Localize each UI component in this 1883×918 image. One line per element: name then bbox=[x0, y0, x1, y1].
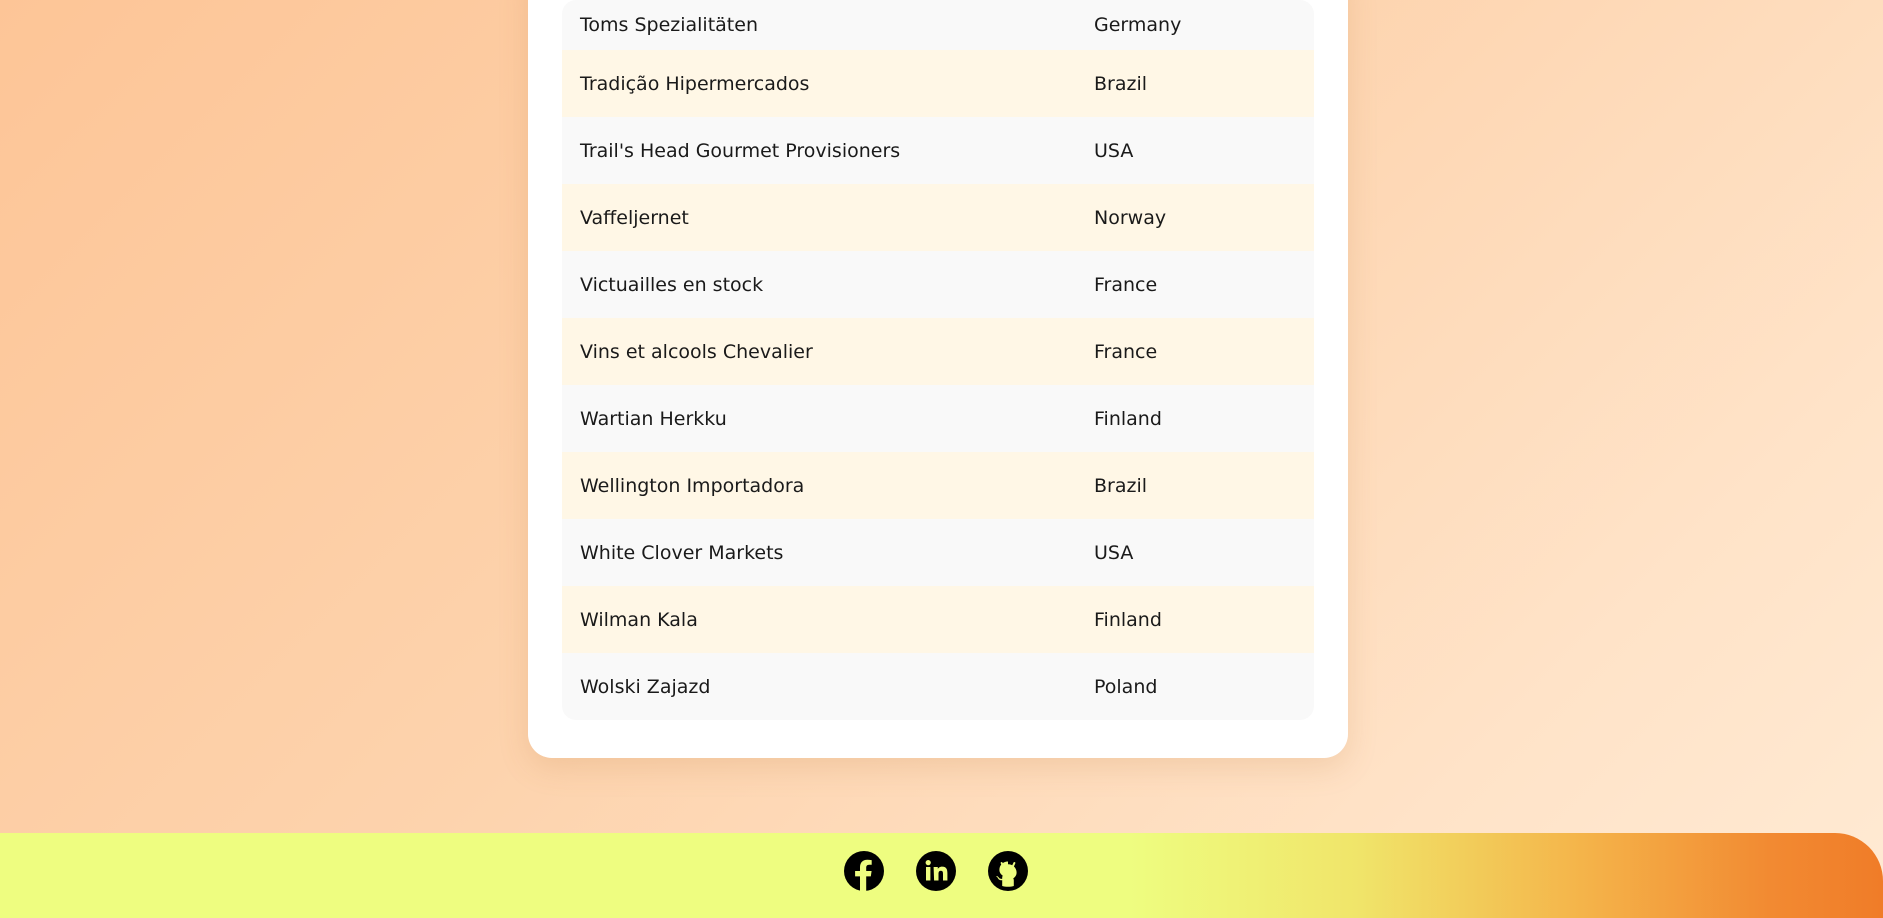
customers-card bbox=[528, 0, 1348, 758]
customer-country: Brazil bbox=[1094, 72, 1148, 95]
customers-table bbox=[562, 0, 1314, 720]
github-icon bbox=[987, 850, 1029, 892]
facebook-icon bbox=[843, 850, 885, 892]
table-row bbox=[562, 452, 1314, 519]
table-row bbox=[562, 318, 1314, 385]
customer-name: Wellington Importadora bbox=[580, 474, 805, 497]
table-row bbox=[562, 586, 1314, 653]
customer-country: Finland bbox=[1094, 608, 1162, 631]
page-footer bbox=[0, 833, 1883, 918]
social-links bbox=[843, 850, 1029, 892]
linkedin-icon bbox=[915, 850, 957, 892]
customer-name: Vaffeljernet bbox=[580, 206, 689, 229]
customer-country: Poland bbox=[1094, 675, 1158, 698]
customer-name: Trail's Head Gourmet Provisioners bbox=[580, 139, 901, 162]
linkedin-link[interactable] bbox=[915, 850, 957, 892]
facebook-link[interactable] bbox=[843, 850, 885, 892]
table-row bbox=[562, 385, 1314, 452]
customer-country: Brazil bbox=[1094, 474, 1148, 497]
customer-name: White Clover Markets bbox=[580, 541, 784, 564]
table-row bbox=[562, 117, 1314, 184]
table-row bbox=[562, 0, 1314, 50]
table-row bbox=[562, 251, 1314, 318]
github-link[interactable] bbox=[987, 850, 1029, 892]
customer-country: USA bbox=[1094, 139, 1134, 162]
customer-country: Finland bbox=[1094, 407, 1162, 430]
customer-name: Wartian Herkku bbox=[580, 407, 727, 430]
table-row bbox=[562, 50, 1314, 117]
customer-name: Wilman Kala bbox=[580, 608, 698, 631]
customer-name: Victuailles en stock bbox=[580, 273, 764, 296]
customer-country: Norway bbox=[1094, 206, 1167, 229]
customer-name: Wolski Zajazd bbox=[580, 675, 711, 698]
customer-name: Tradição Hipermercados bbox=[580, 72, 810, 95]
customer-country: France bbox=[1094, 340, 1158, 363]
table-row bbox=[562, 653, 1314, 720]
customer-country: USA bbox=[1094, 541, 1134, 564]
table-row bbox=[562, 184, 1314, 251]
customer-name: Vins et alcools Chevalier bbox=[580, 340, 813, 363]
customer-country: Germany bbox=[1094, 14, 1182, 36]
customer-country: France bbox=[1094, 273, 1158, 296]
table-row bbox=[562, 519, 1314, 586]
customer-name: Toms Spezialitäten bbox=[580, 14, 758, 36]
